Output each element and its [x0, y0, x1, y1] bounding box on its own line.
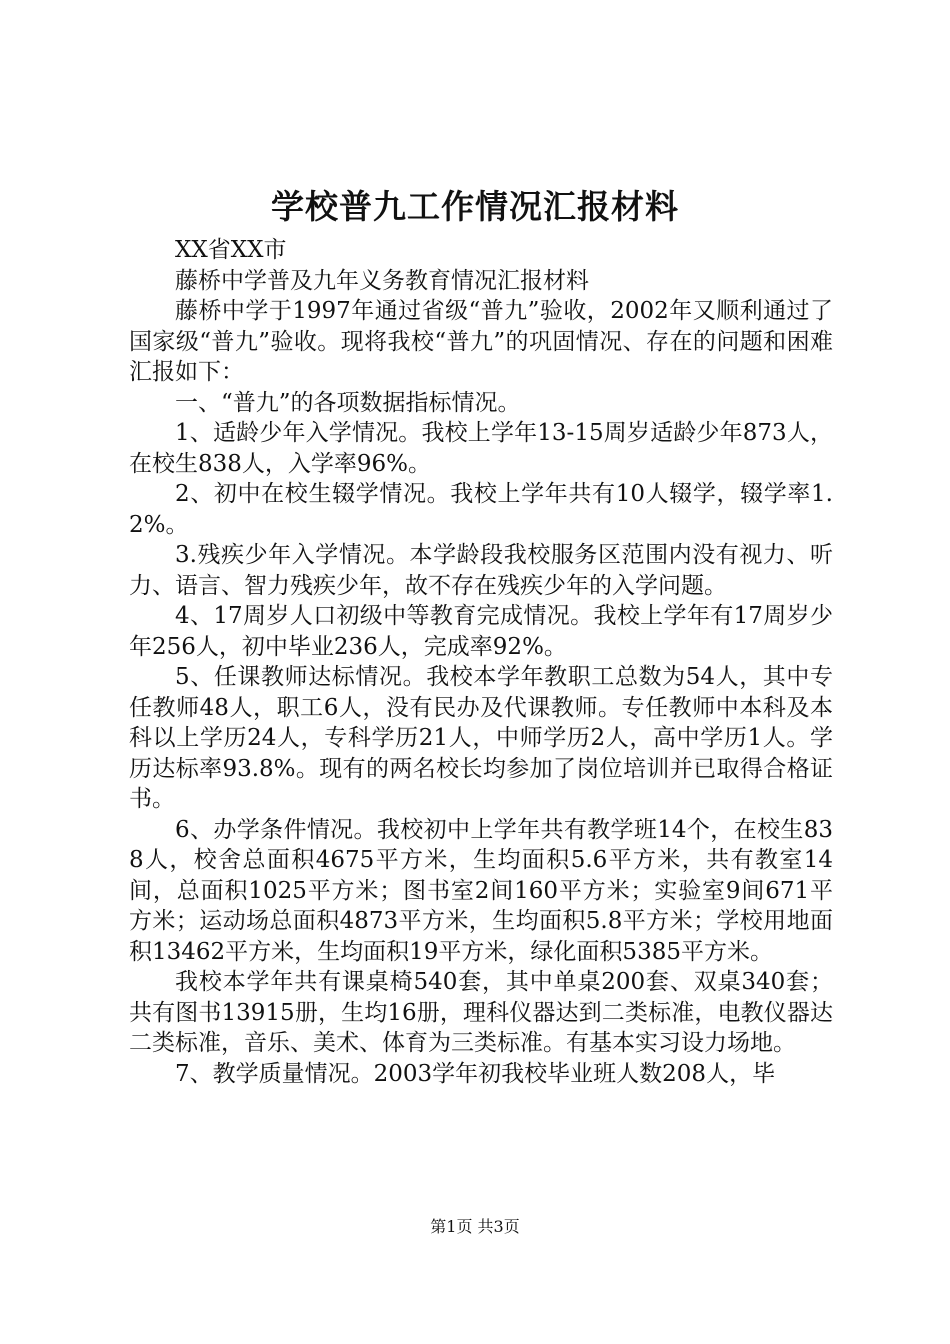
page-footer: 第1页 共3页 [430, 1217, 520, 1236]
document-title: 学校普九工作情况汇报材料 [271, 187, 679, 226]
paragraph-item-5: 5、任课教师达标情况。我校本学年教职工总数为54人，其中专任教师48人，职工6人，没有民办及代课教师。专任教师中本科及本科以上学历24人，专科学历21人，中师学历2人，高中学历1人。学历达标率93.8%。现有的两名校长均参加了岗位培训并已取得合格证书。 [129, 664, 833, 812]
paragraph-subtitle: 藤桥中学普及九年义务教育情况汇报材料 [175, 267, 589, 294]
paragraph-facilities: 我校本学年共有课桌椅540套，其中单桌200套、双桌340套；共有图书13915册，生均16册，理科仪器达到二类标准，电教仪器达二类标准，音乐、美术、体育为三类标准。有基本实习设力场地。 [129, 969, 833, 1056]
paragraph-item-6: 6、办学条件情况。我校初中上学年共有教学班14个，在校生838人，校舍总面积4675平方米，生均面积5.6平方米，共有教室14间，总面积1025平方米；图书室2间160平方米；实验室9间671平方米；运动场总面积4873平方米，生均面积5.8平方米；学校用地面积13462平方米，生均面积19平方米，绿化面积5385平方米。 [129, 816, 833, 965]
paragraph-item-1: 1、适龄少年入学情况。我校上学年13-15周岁适龄少年873人，在校生838人，入学率96%。 [129, 420, 833, 477]
paragraph-item-2: 2、初中在校生辍学情况。我校上学年共有10人辍学，辍学率1.2%。 [129, 481, 833, 538]
paragraph-location: XX省XX市 [175, 237, 287, 263]
paragraph-item-3: 3.残疾少年入学情况。本学龄段我校服务区范围内没有视力、听力、语言、智力残疾少年，故不存在残疾少年的入学问题。 [129, 542, 833, 599]
paragraph-item-4: 4、17周岁人口初级中等教育完成情况。我校上学年有17周岁少年256人，初中毕业236人，完成率92%。 [129, 603, 833, 660]
paragraph-section-heading: 一、“普九”的各项数据指标情况。 [175, 389, 521, 416]
paragraph-intro: 藤桥中学于1997年通过省级“普九”验收，2002年又顺利通过了国家级“普九”验收。现将我校“普九”的巩固情况、存在的问题和困难汇报如下： [129, 298, 833, 385]
document-body [129, 235, 833, 1089]
paragraph-item-7: 7、教学质量情况。2003学年初我校毕业班人数208人，毕 [175, 1060, 776, 1087]
